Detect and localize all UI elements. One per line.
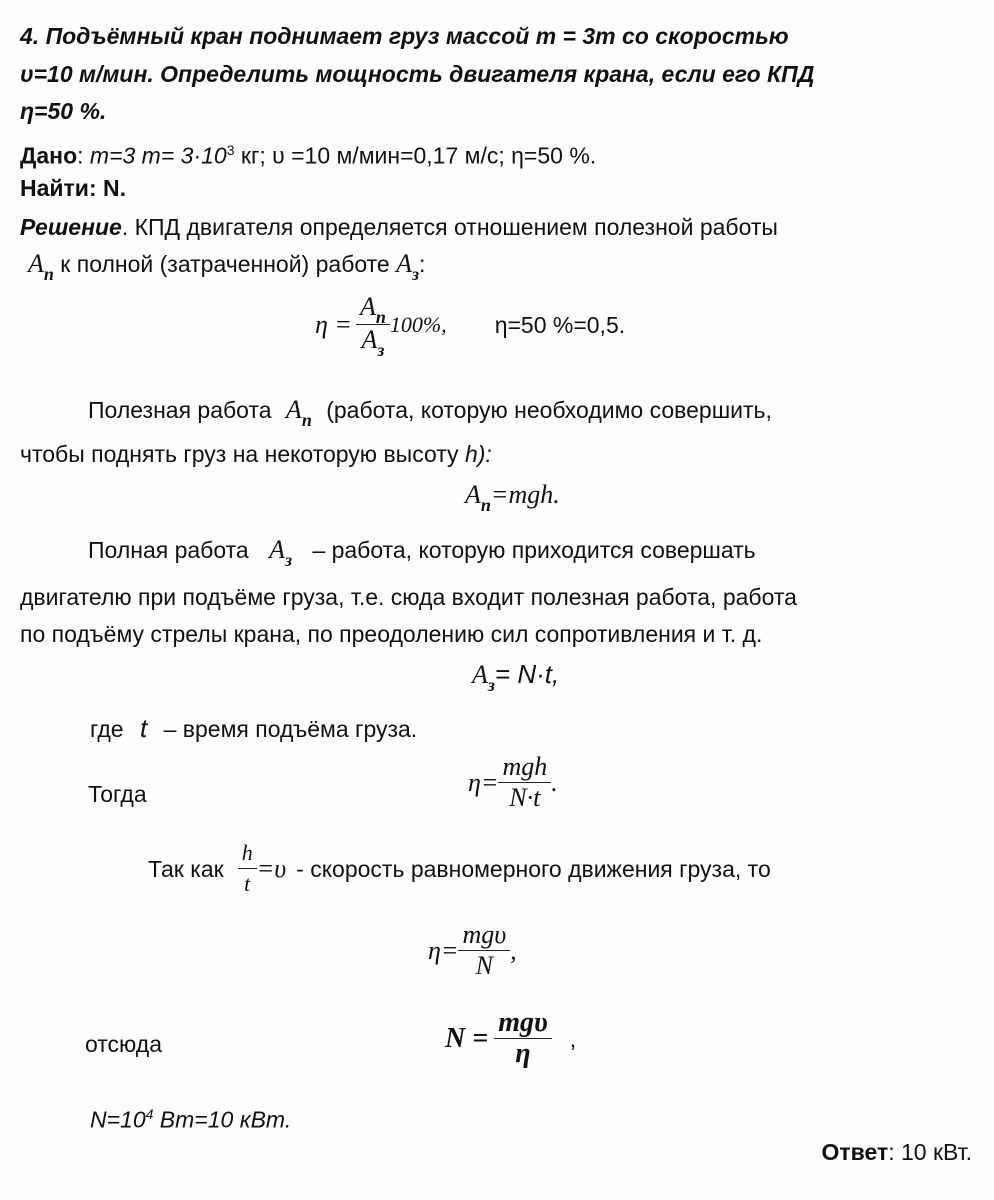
- full-work-line-3: по подъёму стрелы крана, по преодолению сил сопротивления и т. д.: [20, 621, 763, 647]
- full-work-line-2: двигателю при подъёме груза, т.е. сюда входит полезная работа, работа: [20, 584, 797, 610]
- given-label: Дано: [20, 142, 78, 169]
- eta-velocity-formula: η= $\frac{\text{mgυ}}{N}$ ,: [428, 920, 517, 980]
- symbol-an: $A_n$: [28, 249, 54, 284]
- solution-line-2: $A_n$ к полной (затраченной) работе $A_з$:: [28, 249, 426, 284]
- efficiency-formula: η = $\frac{A_n}{A_з}$ 100%, η=50 %=0,5.: [315, 292, 626, 360]
- useful-work-formula: $A_n=mgh$.: [465, 480, 560, 515]
- find-label: Найти: [20, 175, 89, 201]
- given-mass-unit: кг;: [234, 142, 273, 169]
- useful-work-line-1: Полезная работа $A_n$ (работа, которую необходимо совершить,: [88, 395, 772, 430]
- given-line: Дано: m=3 $т= 3\cdot 10^3$ кг; υ =10 м/мин=0,17 м/с; η=50 %.: [20, 142, 597, 169]
- efficiency-fraction: $\frac{A_n}{A_з}$: [356, 292, 390, 357]
- problem-line-3: η=50 %.: [20, 98, 107, 124]
- full-work-formula: $A_з= N\cdot t$,: [472, 659, 560, 695]
- answer-label: Ответ: [821, 1139, 889, 1165]
- since-line: Так как $\frac{h}{t}$ =υ - скорость равномерного движения груза, то: [148, 840, 771, 896]
- symbol-az: $A_з$: [396, 249, 420, 284]
- efficiency-value: η=50 %=0,5.: [494, 311, 626, 338]
- given-mass-exp: 3: [226, 142, 235, 158]
- solution-text-2: к полной (затраченной) работе: [60, 251, 390, 277]
- then-formula: η= $\frac{\text{mgh}}{N\cdot t}$ .: [468, 752, 558, 812]
- then-label: Тогда: [88, 781, 147, 807]
- useful-work-line-2: чтобы поднять груз на некоторую высоту h):: [20, 441, 492, 467]
- hence-label: отсюда: [85, 1031, 163, 1057]
- solution-line-1: [20, 213, 975, 241]
- result-line: $N=10^4$ Вт=10 кВт.: [90, 1106, 292, 1133]
- problem-line-1: 4. Подъёмный кран поднимает груз массой m = 3т со скоростью: [20, 23, 789, 49]
- given-mass: m=3 т= 3·10: [89, 142, 227, 169]
- find-value: : N.: [88, 175, 127, 201]
- problem-line-2: υ=10 м/мин. Определить мощность двигателя крана, если его КПД: [20, 61, 815, 87]
- answer-value: : 10 кВт.: [888, 1139, 972, 1165]
- given-velocity: υ =10 м/мин=0,17 м/с; η=50 %.: [272, 142, 597, 169]
- where-line: где t – время подъёма груза.: [90, 713, 418, 743]
- solution-text-1: . КПД двигателя определяется отношением полезной работы: [121, 214, 778, 240]
- answer-line: [821, 1138, 972, 1166]
- power-formula: N = $\frac{\text{mgυ}}{\eta}$ ,: [445, 1007, 577, 1069]
- solution-label: Решение: [20, 214, 122, 240]
- full-work-line-1: Полная работа $A_з$ – работа, которую приходится совершать: [88, 535, 756, 570]
- find-line: [20, 174, 126, 202]
